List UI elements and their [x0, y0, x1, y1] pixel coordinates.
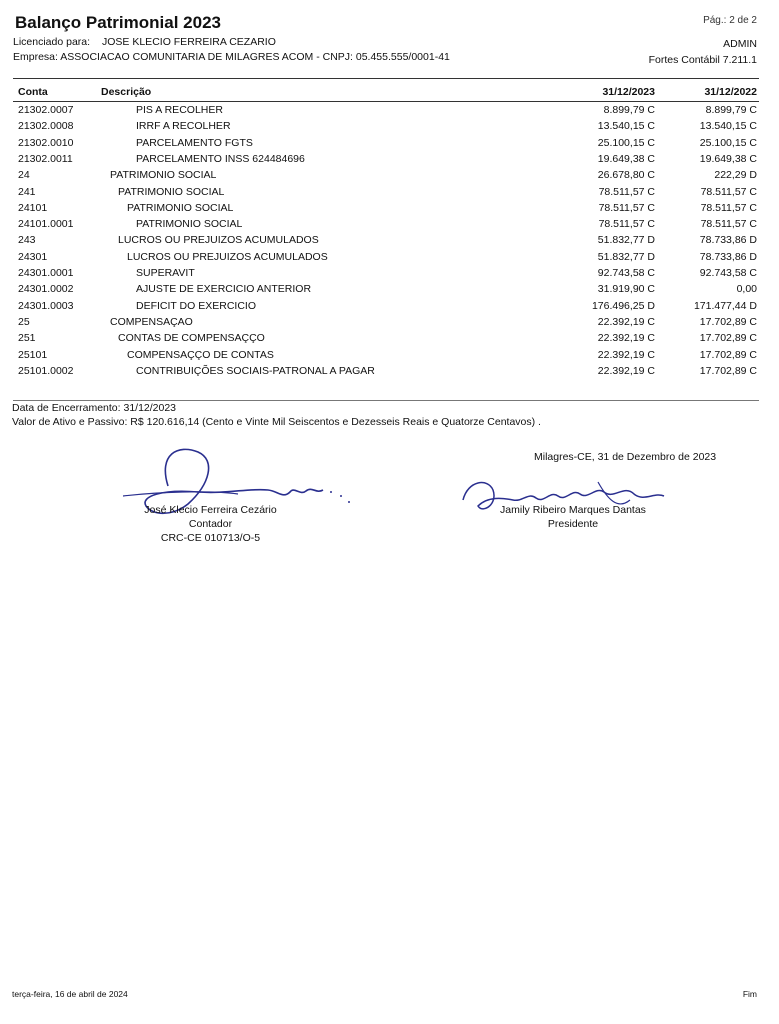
accountant-crc: CRC-CE 010713/O-5 [160, 532, 261, 544]
licensed-name: JOSE KLECIO FERREIRA CEZARIO [102, 36, 276, 48]
value-2022: 8.899,79 C [705, 104, 757, 116]
value-2023: 22.392,19 C [597, 348, 655, 361]
col-header-2023: 31/12/2023 [602, 86, 655, 98]
account-code: 24301.0001 [18, 267, 74, 279]
table-row [0, 137, 779, 153]
company-info: Empresa: ASSOCIACAO COMUNITARIA DE MILAGRES ACOM - CNPJ: 05.455.555/0001-41 [13, 51, 450, 63]
table-row [0, 300, 779, 316]
value-2022: 13.540,15 C [699, 120, 757, 133]
col-header-conta: Conta [18, 86, 48, 98]
accountant-role: Contador [188, 518, 233, 530]
account-code: 24301 [18, 250, 48, 263]
account-code: 24301.0003 [18, 299, 74, 312]
col-header-2022: 31/12/2022 [704, 86, 757, 98]
value-2023: 31.919,90 C [597, 283, 655, 296]
account-code: 24 [18, 169, 30, 182]
value-2023: 19.649,38 C [597, 152, 655, 165]
user-name: ADMIN [723, 38, 757, 50]
table-row [0, 120, 779, 136]
account-code: 21302.0010 [18, 136, 74, 149]
page-number: Pág.: 2 de 2 [703, 15, 757, 26]
value-2022: 78.511,57 C [700, 201, 757, 214]
account-description: CONTRIBUIÇÕES SOCIAIS-PATRONAL A PAGAR [136, 364, 375, 377]
total-value: Valor de Ativo e Passivo: R$ 120.616,14 (Cento e Vinte Mil Seiscentos e Dezesseis Reais e Quatorze Centavos) . [12, 416, 541, 428]
header-rule [13, 78, 759, 79]
account-description: PATRIMONIO SOCIAL [136, 218, 243, 231]
table-end-rule [13, 400, 759, 401]
value-2023: 22.392,19 C [597, 364, 655, 377]
account-description: PATRIMONIO SOCIAL [110, 169, 217, 182]
account-code: 241 [18, 185, 36, 198]
value-2023: 51.832,77 D [597, 234, 655, 247]
value-2022: 171.477,44 D [693, 299, 757, 312]
table-row [0, 283, 779, 299]
value-2023: 25.100,15 C [597, 136, 655, 149]
account-code: 251 [18, 332, 36, 345]
account-code: 25101.0002 [18, 364, 74, 377]
col-header-descricao: Descrição [101, 86, 152, 98]
account-description: PATRIMONIO SOCIAL [118, 185, 225, 198]
report-title: Balanço Patrimonial 2023 [15, 13, 221, 32]
president-role: Presidente [547, 518, 599, 530]
account-description: LUCROS OU PREJUIZOS ACUMULADOS [118, 234, 319, 247]
licensed-label: Licenciado para: [13, 36, 91, 48]
account-description: CONTAS DE COMPENSAÇÇO [118, 332, 265, 345]
account-description: COMPENSAÇÇO DE CONTAS [127, 348, 274, 361]
value-2023: 78.511,57 C [598, 185, 655, 198]
account-code: 21302.0007 [18, 104, 74, 116]
place-date: Milagres-CE, 31 de Dezembro de 2023 [534, 451, 717, 463]
closing-date: Data de Encerramento: 31/12/2023 [12, 402, 177, 414]
value-2023: 51.832,77 D [597, 250, 655, 263]
value-2023: 176.496,25 D [591, 299, 655, 312]
value-2022: 0,00 [736, 283, 757, 296]
value-2022: 25.100,15 C [699, 136, 757, 149]
table-row [0, 349, 779, 365]
account-description: DEFICIT DO EXERCICIO [136, 299, 256, 312]
account-code: 25101 [18, 348, 48, 361]
account-code: 24101.0001 [18, 218, 74, 231]
print-date: terça-feira, 16 de abril de 2024 [12, 989, 128, 999]
value-2023: 22.392,19 C [597, 332, 655, 345]
account-description: COMPENSAÇAO [110, 315, 193, 328]
value-2023: 26.678,80 C [597, 169, 655, 182]
table-row [0, 365, 779, 381]
table-row [0, 234, 779, 250]
account-description: IRRF A RECOLHER [136, 120, 231, 133]
table-row [0, 186, 779, 202]
table-row [0, 251, 779, 267]
value-2022: 78.511,57 C [700, 185, 757, 198]
value-2022: 92.743,58 C [699, 267, 757, 279]
table-row [0, 332, 779, 348]
account-description: LUCROS OU PREJUIZOS ACUMULADOS [127, 250, 328, 263]
value-2023: 78.511,57 C [598, 201, 655, 214]
end-mark: Fim [742, 989, 757, 999]
account-description: PARCELAMENTO FGTS [136, 136, 253, 149]
table-row [0, 153, 779, 169]
account-code: 24301.0002 [18, 283, 74, 296]
account-code: 24101 [18, 201, 48, 214]
value-2022: 78.511,57 C [700, 218, 757, 231]
account-description: PARCELAMENTO INSS 624484696 [136, 152, 305, 165]
account-code: 21302.0011 [18, 152, 73, 165]
value-2022: 78.733,86 D [699, 234, 757, 247]
accountant-name: José Klecio Ferreira Cezário [144, 504, 277, 516]
table-row [0, 267, 779, 283]
value-2023: 8.899,79 C [603, 104, 655, 116]
table-row [0, 316, 779, 332]
value-2022: 17.702,89 C [699, 348, 757, 361]
table-row [0, 202, 779, 218]
value-2022: 19.649,38 C [699, 152, 757, 165]
table-row [0, 169, 779, 185]
value-2023: 13.540,15 C [597, 120, 655, 133]
value-2023: 78.511,57 C [598, 218, 655, 231]
value-2022: 78.733,86 D [699, 250, 757, 263]
software-version: Fortes Contábil 7.211.1 [648, 54, 757, 66]
account-code: 21302.0008 [18, 120, 74, 133]
table-row [0, 218, 779, 234]
account-description: PIS A RECOLHER [136, 104, 223, 116]
value-2023: 92.743,58 C [597, 267, 655, 279]
value-2022: 222,29 D [714, 169, 757, 182]
president-name: Jamily Ribeiro Marques Dantas [500, 504, 646, 516]
account-description: AJUSTE DE EXERCICIO ANTERIOR [136, 283, 312, 296]
account-description: SUPERAVIT [136, 267, 195, 279]
value-2022: 17.702,89 C [699, 332, 757, 345]
account-description: PATRIMONIO SOCIAL [127, 201, 234, 214]
value-2023: 22.392,19 C [597, 315, 655, 328]
account-code: 25 [18, 315, 30, 328]
value-2022: 17.702,89 C [699, 364, 757, 377]
table-row [0, 104, 779, 120]
account-code: 243 [18, 234, 36, 247]
value-2022: 17.702,89 C [699, 315, 757, 328]
table-header-rule [13, 101, 759, 102]
